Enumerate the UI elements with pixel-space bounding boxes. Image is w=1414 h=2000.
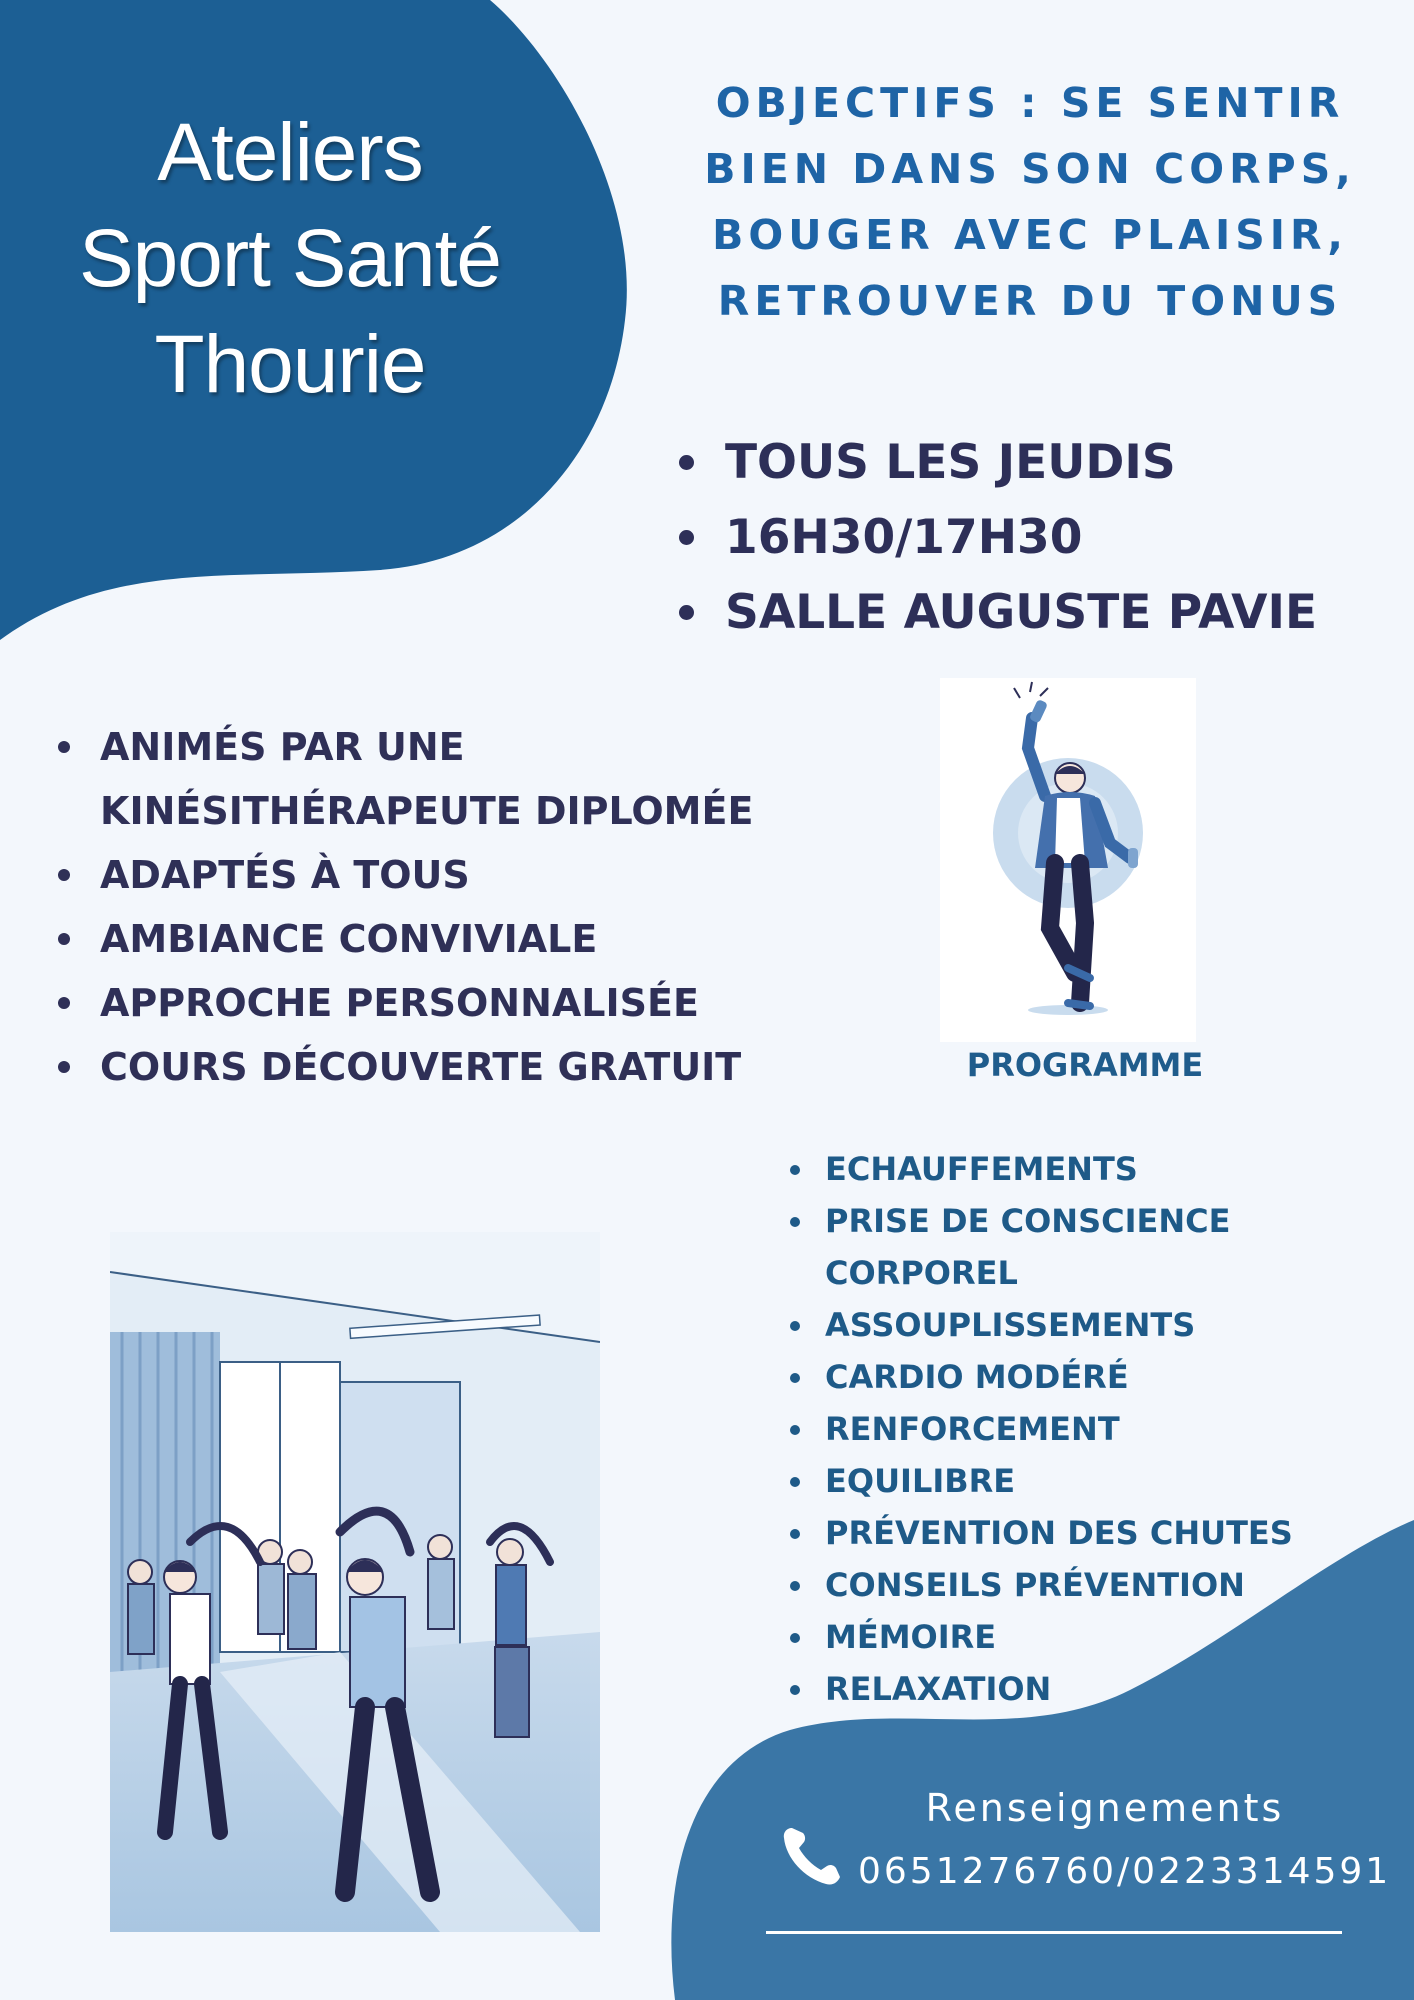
- programme-item-continuation: CORPOREL: [825, 1254, 1018, 1292]
- schedule-item: SALLE AUGUSTE PAVIE: [675, 575, 1395, 650]
- title-line: Thourie: [154, 319, 426, 410]
- schedule-item: 16H30/17H30: [675, 500, 1395, 575]
- features-list: [55, 715, 815, 1099]
- programme-item: RELAXATION: [785, 1663, 1345, 1715]
- title-line: Sport Santé: [78, 213, 502, 304]
- schedule-item: TOUS LES JEUDIS: [675, 425, 1395, 500]
- programme-list: [785, 1143, 1345, 1715]
- runner-icon: [940, 678, 1196, 1042]
- programme-item: CONSEILS PRÉVENTION: [785, 1559, 1345, 1611]
- programme-item: ECHAUFFEMENTS: [785, 1143, 1345, 1195]
- contact-title: Renseignements: [925, 1786, 1285, 1830]
- runner-illustration: [940, 678, 1196, 1042]
- programme-item: PRÉVENTION DES CHUTES: [785, 1507, 1345, 1559]
- objectives-line: BIEN DANS SON CORPS,: [704, 145, 1356, 193]
- objectives-text: [690, 70, 1370, 334]
- objectives-line: OBJECTIFS : SE SENTIR: [715, 79, 1345, 127]
- programme-item: EQUILIBRE: [785, 1455, 1345, 1507]
- phone-icon: [778, 1822, 848, 1892]
- feature-item: ANIMÉS PAR UNE: [55, 715, 815, 779]
- programme-item: RENFORCEMENT: [785, 1403, 1345, 1455]
- schedule-list: [675, 425, 1395, 650]
- feature-item: COURS DÉCOUVERTE GRATUIT: [55, 1035, 815, 1099]
- feature-item: APPROCHE PERSONNALISÉE: [55, 971, 815, 1035]
- exercise-class-illustration: [110, 1232, 600, 1932]
- objectives-line: RETROUVER DU TONUS: [717, 277, 1343, 325]
- programme-item: PRISE DE CONSCIENCE: [785, 1195, 1345, 1247]
- poster-title: [30, 100, 550, 418]
- programme-item: ASSOUPLISSEMENTS: [785, 1299, 1345, 1351]
- contact-phone: 0651276760/0223314591: [858, 1851, 1392, 1892]
- feature-item-continuation: KINÉSITHÉRAPEUTE DIPLOMÉE: [100, 789, 754, 833]
- feature-item: AMBIANCE CONVIVIALE: [55, 907, 815, 971]
- programme-item: CARDIO MODÉRÉ: [785, 1351, 1345, 1403]
- title-line: Ateliers: [157, 107, 423, 198]
- programme-title: PROGRAMME: [966, 1046, 1204, 1084]
- programme-item: MÉMOIRE: [785, 1611, 1345, 1663]
- feature-item: ADAPTÉS À TOUS: [55, 843, 815, 907]
- divider: [766, 1931, 1342, 1934]
- objectives-line: BOUGER AVEC PLAISIR,: [712, 211, 1348, 259]
